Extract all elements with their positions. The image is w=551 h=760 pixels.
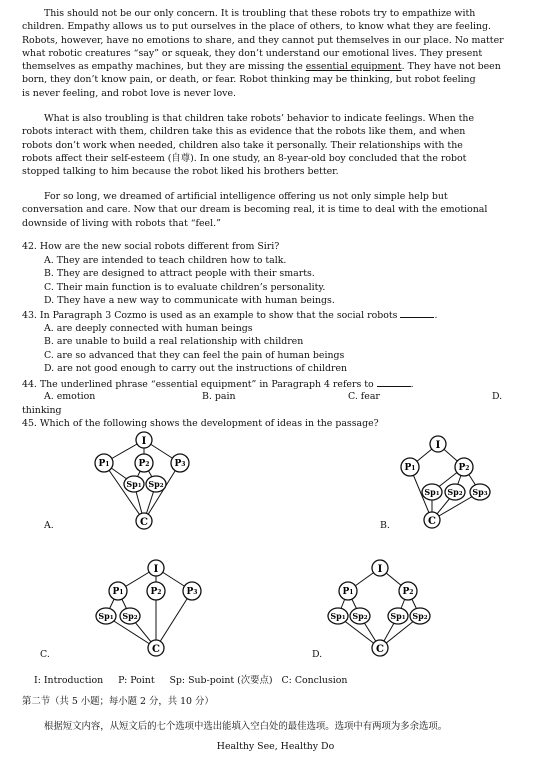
node-subpoint-2b: Sp2 (412, 611, 428, 621)
node-conclusion: C (140, 517, 148, 528)
text-fragment: themselves as empathy machines, but they are missing the (22, 61, 306, 73)
node-point-3: P3 (174, 459, 186, 469)
diagram-a-label[interactable]: A. (44, 520, 54, 531)
node-point-1: P1 (112, 587, 124, 597)
question-43-option-d[interactable]: D. are not good enough to carry out the instructions of children (44, 363, 348, 374)
question-42-option-a[interactable]: A. They are intended to teach children how to talk. (44, 255, 287, 266)
node-subpoint-2: Sp2 (352, 611, 368, 621)
diagram-d-label[interactable]: D. (312, 649, 323, 660)
section-header: 第二节（共 5 小题；每小题 2 分，共 10 分） (22, 696, 214, 707)
diagram-b-label[interactable]: B. (380, 520, 390, 531)
question-44-option-a[interactable]: A. emotion (44, 391, 96, 402)
node-point-1: P1 (404, 463, 416, 473)
stem-text: 43. In Paragraph 3 Cozmo is used as an example to show that the social robots (22, 310, 398, 321)
question-45-stem: 45. Which of the following shows the development of ideas in the passage? (22, 418, 379, 429)
text-line: robots interact with them, children take this as evidence that the robots like them, and when (22, 126, 466, 138)
node-intro: I (141, 436, 147, 447)
diagram-b-graphic (396, 432, 498, 532)
answer-blank (400, 308, 434, 318)
question-44-stem (22, 377, 534, 391)
question-44-option-d[interactable]: D. (492, 391, 503, 402)
node-intro: I (377, 564, 383, 575)
node-conclusion: C (376, 644, 384, 655)
question-42-option-c[interactable]: C. Their main function is to evaluate children’s personality. (44, 282, 326, 293)
diagram-legend: I: Introduction P: Point Sp: Sub-point (次要点) C: Conclusion (34, 675, 348, 686)
text-line (22, 60, 534, 73)
text-line: what robotic creatures “say” or squeak, they don’t understand our emotional lives. They present (22, 47, 483, 59)
node-point-1: P1 (98, 459, 110, 469)
text-line: children. Empathy allows us to put ourselves in the place of others, to know what they are feeling. (22, 21, 491, 33)
question-42-option-b[interactable]: B. They are designed to attract people with their smarts. (44, 268, 315, 279)
node-subpoint-3: Sp3 (472, 487, 488, 497)
node-subpoint-1: Sp1 (126, 479, 142, 489)
node-intro: I (153, 564, 159, 575)
diagram-c-label[interactable]: C. (40, 649, 50, 660)
question-42-stem: 42. How are the new social robots different from Siri? (22, 241, 280, 252)
node-subpoint-2: Sp2 (447, 487, 463, 497)
node-conclusion: C (152, 644, 160, 655)
next-passage-title: Healthy See, Healthy Do (216, 741, 335, 752)
node-point-2: P2 (138, 459, 150, 469)
text-line: is never feeling, and robot love is never love. (22, 87, 236, 99)
text-fragment: . They have not been (401, 61, 501, 73)
diagram-c (90, 556, 202, 664)
question-42-option-d[interactable]: D. They have a new way to communicate with human beings. (44, 295, 335, 306)
answer-blank (377, 377, 411, 387)
text-line: robots affect their self-esteem (自尊). In one study, an 8-year-old boy concluded that the robot (22, 152, 467, 164)
question-44-option-d-wrap: thinking (22, 405, 62, 416)
stem-end: . (410, 379, 414, 390)
underlined-phrase: essential equipment (305, 61, 402, 73)
node-subpoint-1: Sp1 (330, 611, 346, 621)
node-subpoint-1: Sp1 (98, 611, 114, 621)
question-43-option-b[interactable]: B. are unable to build a real relationship with children (44, 336, 304, 347)
node-point-2: P2 (458, 463, 470, 473)
text-line: downside of living with robots that “feel.” (22, 217, 221, 229)
node-subpoint-2: Sp2 (122, 611, 138, 621)
text-line: Robots, however, have no emotions to share, and they cannot put themselves in our place. No matter (22, 34, 504, 46)
diagram-a (88, 428, 200, 538)
node-subpoint-2: Sp2 (148, 479, 164, 489)
node-point-2: P2 (150, 587, 162, 597)
node-point-2: P2 (402, 587, 414, 597)
node-intro: I (435, 440, 441, 451)
text-line: stopped talking to him because the robot liked his brothers better. (22, 166, 339, 178)
diagram-b (396, 432, 498, 536)
node-conclusion: C (428, 516, 436, 527)
text-line: What is also troubling is that children take robots’ behavior to indicate feelings. When the (44, 113, 475, 124)
diagram-c-graphic (90, 556, 202, 660)
text-line: conversation and care. Now that our dream is becoming real, it is time to deal with the emotional (22, 204, 488, 216)
text-line: This should not be our only concern. It is troubling that these robots try to empathize with (44, 8, 476, 19)
diagram-d (326, 556, 438, 664)
diagram-d-graphic (326, 556, 438, 660)
question-43-option-a[interactable]: A. are deeply connected with human beings (44, 323, 253, 334)
node-subpoint-1: Sp1 (424, 487, 440, 497)
section-instruction: 根据短文内容，从短文后的七个选项中选出能填入空白处的最佳选项。选项中有两项为多余选项。 (44, 721, 448, 732)
diagram-a-graphic (88, 428, 200, 534)
question-44-option-b[interactable]: B. pain (202, 391, 236, 402)
node-point-1: P1 (342, 587, 354, 597)
text-line: For so long, we dreamed of artificial intelligence offering us not only simple help but (44, 191, 448, 202)
paragraph-6 (22, 190, 534, 230)
stem-text: 44. The underlined phrase “essential equipment” in Paragraph 4 refers to (22, 379, 374, 390)
text-line: born, they don’t know pain, or death, or fear. Robot thinking may be thinking, but robot feeling (22, 74, 476, 86)
node-subpoint-1b: Sp1 (390, 611, 406, 621)
question-44-option-c[interactable]: C. fear (348, 391, 380, 402)
paragraph-4 (22, 7, 534, 100)
node-point-3: P3 (186, 587, 198, 597)
question-43-stem (22, 308, 534, 322)
text-line: robots don’t work when needed, children also take it personally. Their relationships with the (22, 139, 463, 151)
paragraph-5 (22, 112, 534, 178)
question-43-option-c[interactable]: C. are so advanced that they can feel the pain of human beings (44, 350, 345, 361)
stem-end: . (434, 310, 438, 321)
